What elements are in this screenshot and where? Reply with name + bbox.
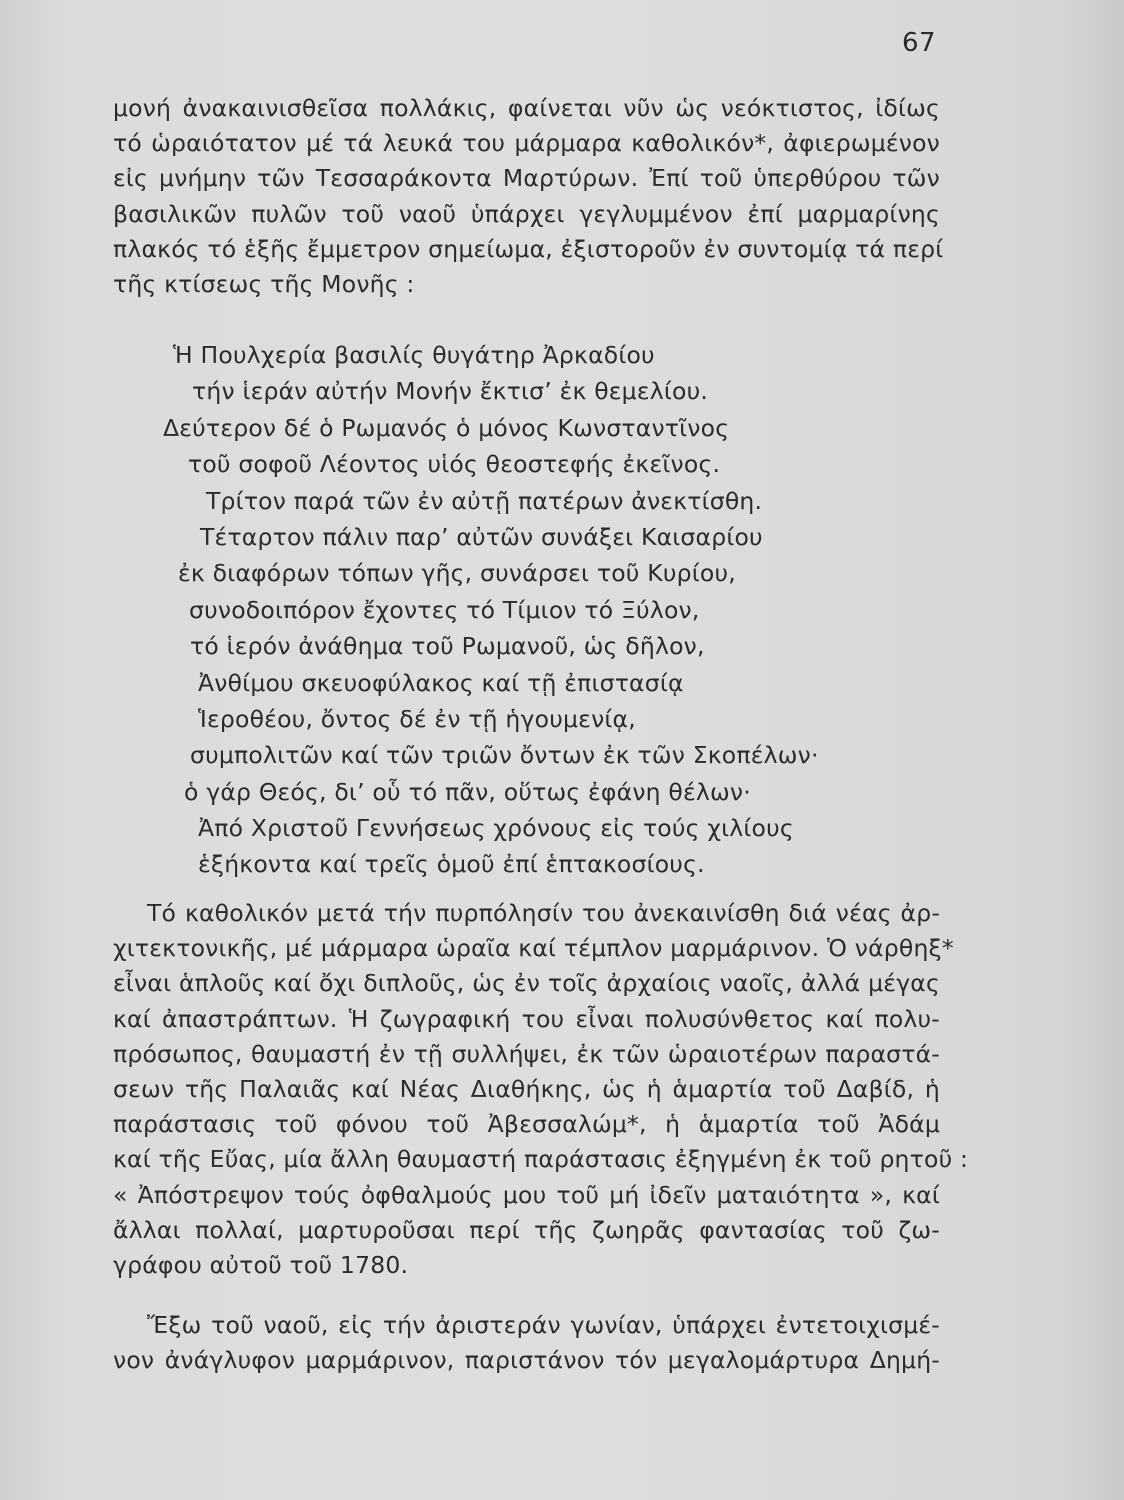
- text-line: ἄλλαι πολλαί, μαρτυροῦσαι περί τῆς ζωηρᾶς φαντασίας τοῦ ζω-: [113, 1215, 940, 1244]
- text-line: παράστασις τοῦ φόνου τοῦ Ἀβεσσαλώμ*, ἡ ἁμαρτία τοῦ Ἀδάμ: [113, 1110, 940, 1139]
- verse-line: ὁ γάρ Θεός, δι’ οὗ τό πᾶν, οὕτως ἐφάνη θέλων·: [184, 777, 751, 806]
- text-line: « Ἀπόστρεψον τούς ὀφθαλμούς μου τοῦ μή ἰδεῖν ματαιότητα », καί: [113, 1180, 940, 1209]
- text-line: τό ὡραιότατον μέ τά λευκά του μάρμαρα καθολικόν*, ἀφιερωμένον: [113, 129, 940, 158]
- verse-line: ἐκ διαφόρων τόπων γῆς, συνάρσει τοῦ Κυρίου,: [178, 559, 736, 588]
- paragraph-monastery-intro: [113, 91, 944, 302]
- text-line-content: Ἔξω τοῦ ναοῦ, εἰς τήν ἀριστεράν γωνίαν, ὑπάρχει ἐντετοιχισμέ-: [147, 1311, 940, 1339]
- text-line: εἶναι ἁπλοῦς καί ὄχι διπλοῦς, ὡς ἐν τοῖς ἀρχαίοις ναοῖς, ἀλλά μέγας: [113, 969, 940, 998]
- text-line-content: Τό καθολικόν μετά τήν πυρπόλησίν του ἀνεκαινίσθη διά νέας ἀρ-: [147, 899, 940, 927]
- text-line: [113, 896, 940, 931]
- verse-line: Τρίτον παρά τῶν ἐν αὐτῇ πατέρων ἀνεκτίσθη.: [206, 486, 763, 515]
- verse-line: τοῦ σοφοῦ Λέοντος υἱός θεοστεφής ἐκεῖνος.: [188, 450, 721, 479]
- metrical-inscription: [0, 337, 1124, 883]
- text-line: καί ἀπαστράπτων. Ἡ ζωγραφική του εἶναι πολυσύνθετος καί πολυ-: [113, 1004, 940, 1033]
- verse-line: τό ἱερόν ἀνάθημα τοῦ Ρωμανοῦ, ὡς δῆλον,: [190, 632, 705, 661]
- text-line: εἰς μνήμην τῶν Τεσσαράκοντα Μαρτύρων. Ἐπί τοῦ ὑπερθύρου τῶν: [113, 164, 940, 193]
- verse-line: Ἀνθίμου σκευοφύλακος καί τῇ ἐπιστασίᾳ: [198, 668, 684, 697]
- verse-line: συμπολιτῶν καί τῶν τριῶν ὄντων ἐκ τῶν Σκοπέλων·: [190, 741, 819, 770]
- page-number: 67: [902, 28, 937, 58]
- verse-line: Ἀπό Χριστοῦ Γεννήσεως χρόνους εἰς τούς χιλίους: [198, 814, 794, 843]
- text-line: μονή ἀνακαινισθεῖσα πολλάκις, φαίνεται νῦν ὡς νεόκτιστος, ἰδίως: [113, 94, 940, 122]
- text-line: τῆς κτίσεως τῆς Μονῆς :: [113, 270, 415, 299]
- text-line: νον ἀνάγλυφον μαρμάρινον, παριστάνον τόν μεγαλομάρτυρα Δημή-: [113, 1346, 940, 1375]
- text-line: χιτεκτονικῆς, μέ μάρμαρα ὡραῖα καί τέμπλον μαρμάρινον. Ὁ νάρθηξ*: [113, 934, 954, 963]
- text-line: [113, 1308, 940, 1343]
- verse-line: Δεύτερον δέ ὁ Ρωμανός ὁ μόνος Κωνσταντῖνος: [163, 413, 730, 442]
- paragraph-relief: [113, 1308, 940, 1378]
- verse-line: Ἱεροθέου, ὄντος δέ ἐν τῇ ἡγουμενίᾳ,: [198, 704, 636, 733]
- verse-line: τήν ἱεράν αὐτήν Μονήν ἔκτισ’ ἐκ θεμελίου.: [192, 377, 709, 406]
- verse-line: ἑξήκοντα καί τρεῖς ὁμοῦ ἐπί ἑπτακοσίους.: [198, 850, 705, 879]
- text-line: βασιλικῶν πυλῶν τοῦ ναοῦ ὑπάρχει γεγλυμμένον ἐπί μαρμαρίνης: [113, 199, 940, 228]
- text-line: καί τῆς Εὔας, μία ἄλλη θαυμαστή παράστασις ἐξηγμένη ἐκ τοῦ ρητοῦ :: [113, 1145, 969, 1174]
- text-line: πλακός τό ἑξῆς ἔμμετρον σημείωμα, ἐξιστοροῦν ἐν συντομίᾳ τά περί: [113, 234, 944, 263]
- verse-line: συνοδοιπόρον ἔχοντες τό Τίμιον τό Ξύλον,: [189, 595, 700, 624]
- verse-line: Ἡ Πουλχερία βασιλίς θυγάτηρ Ἀρκαδίου: [173, 341, 655, 369]
- text-line: σεων τῆς Παλαιᾶς καί Νέας Διαθήκης, ὡς ἡ ἁμαρτία τοῦ Δαβίδ, ἡ: [113, 1075, 940, 1104]
- text-line: γράφου αὐτοῦ τοῦ 1780.: [113, 1251, 409, 1280]
- verse-line: Τέταρτον πάλιν παρ’ αὐτῶν συνάξει Καισαρίου: [200, 522, 763, 551]
- text-line: πρόσωπος, θαυμαστή ἐν τῇ συλλήψει, ἐκ τῶν ὡραιοτέρων παραστά-: [113, 1039, 940, 1068]
- paragraph-katholikon: [113, 896, 969, 1283]
